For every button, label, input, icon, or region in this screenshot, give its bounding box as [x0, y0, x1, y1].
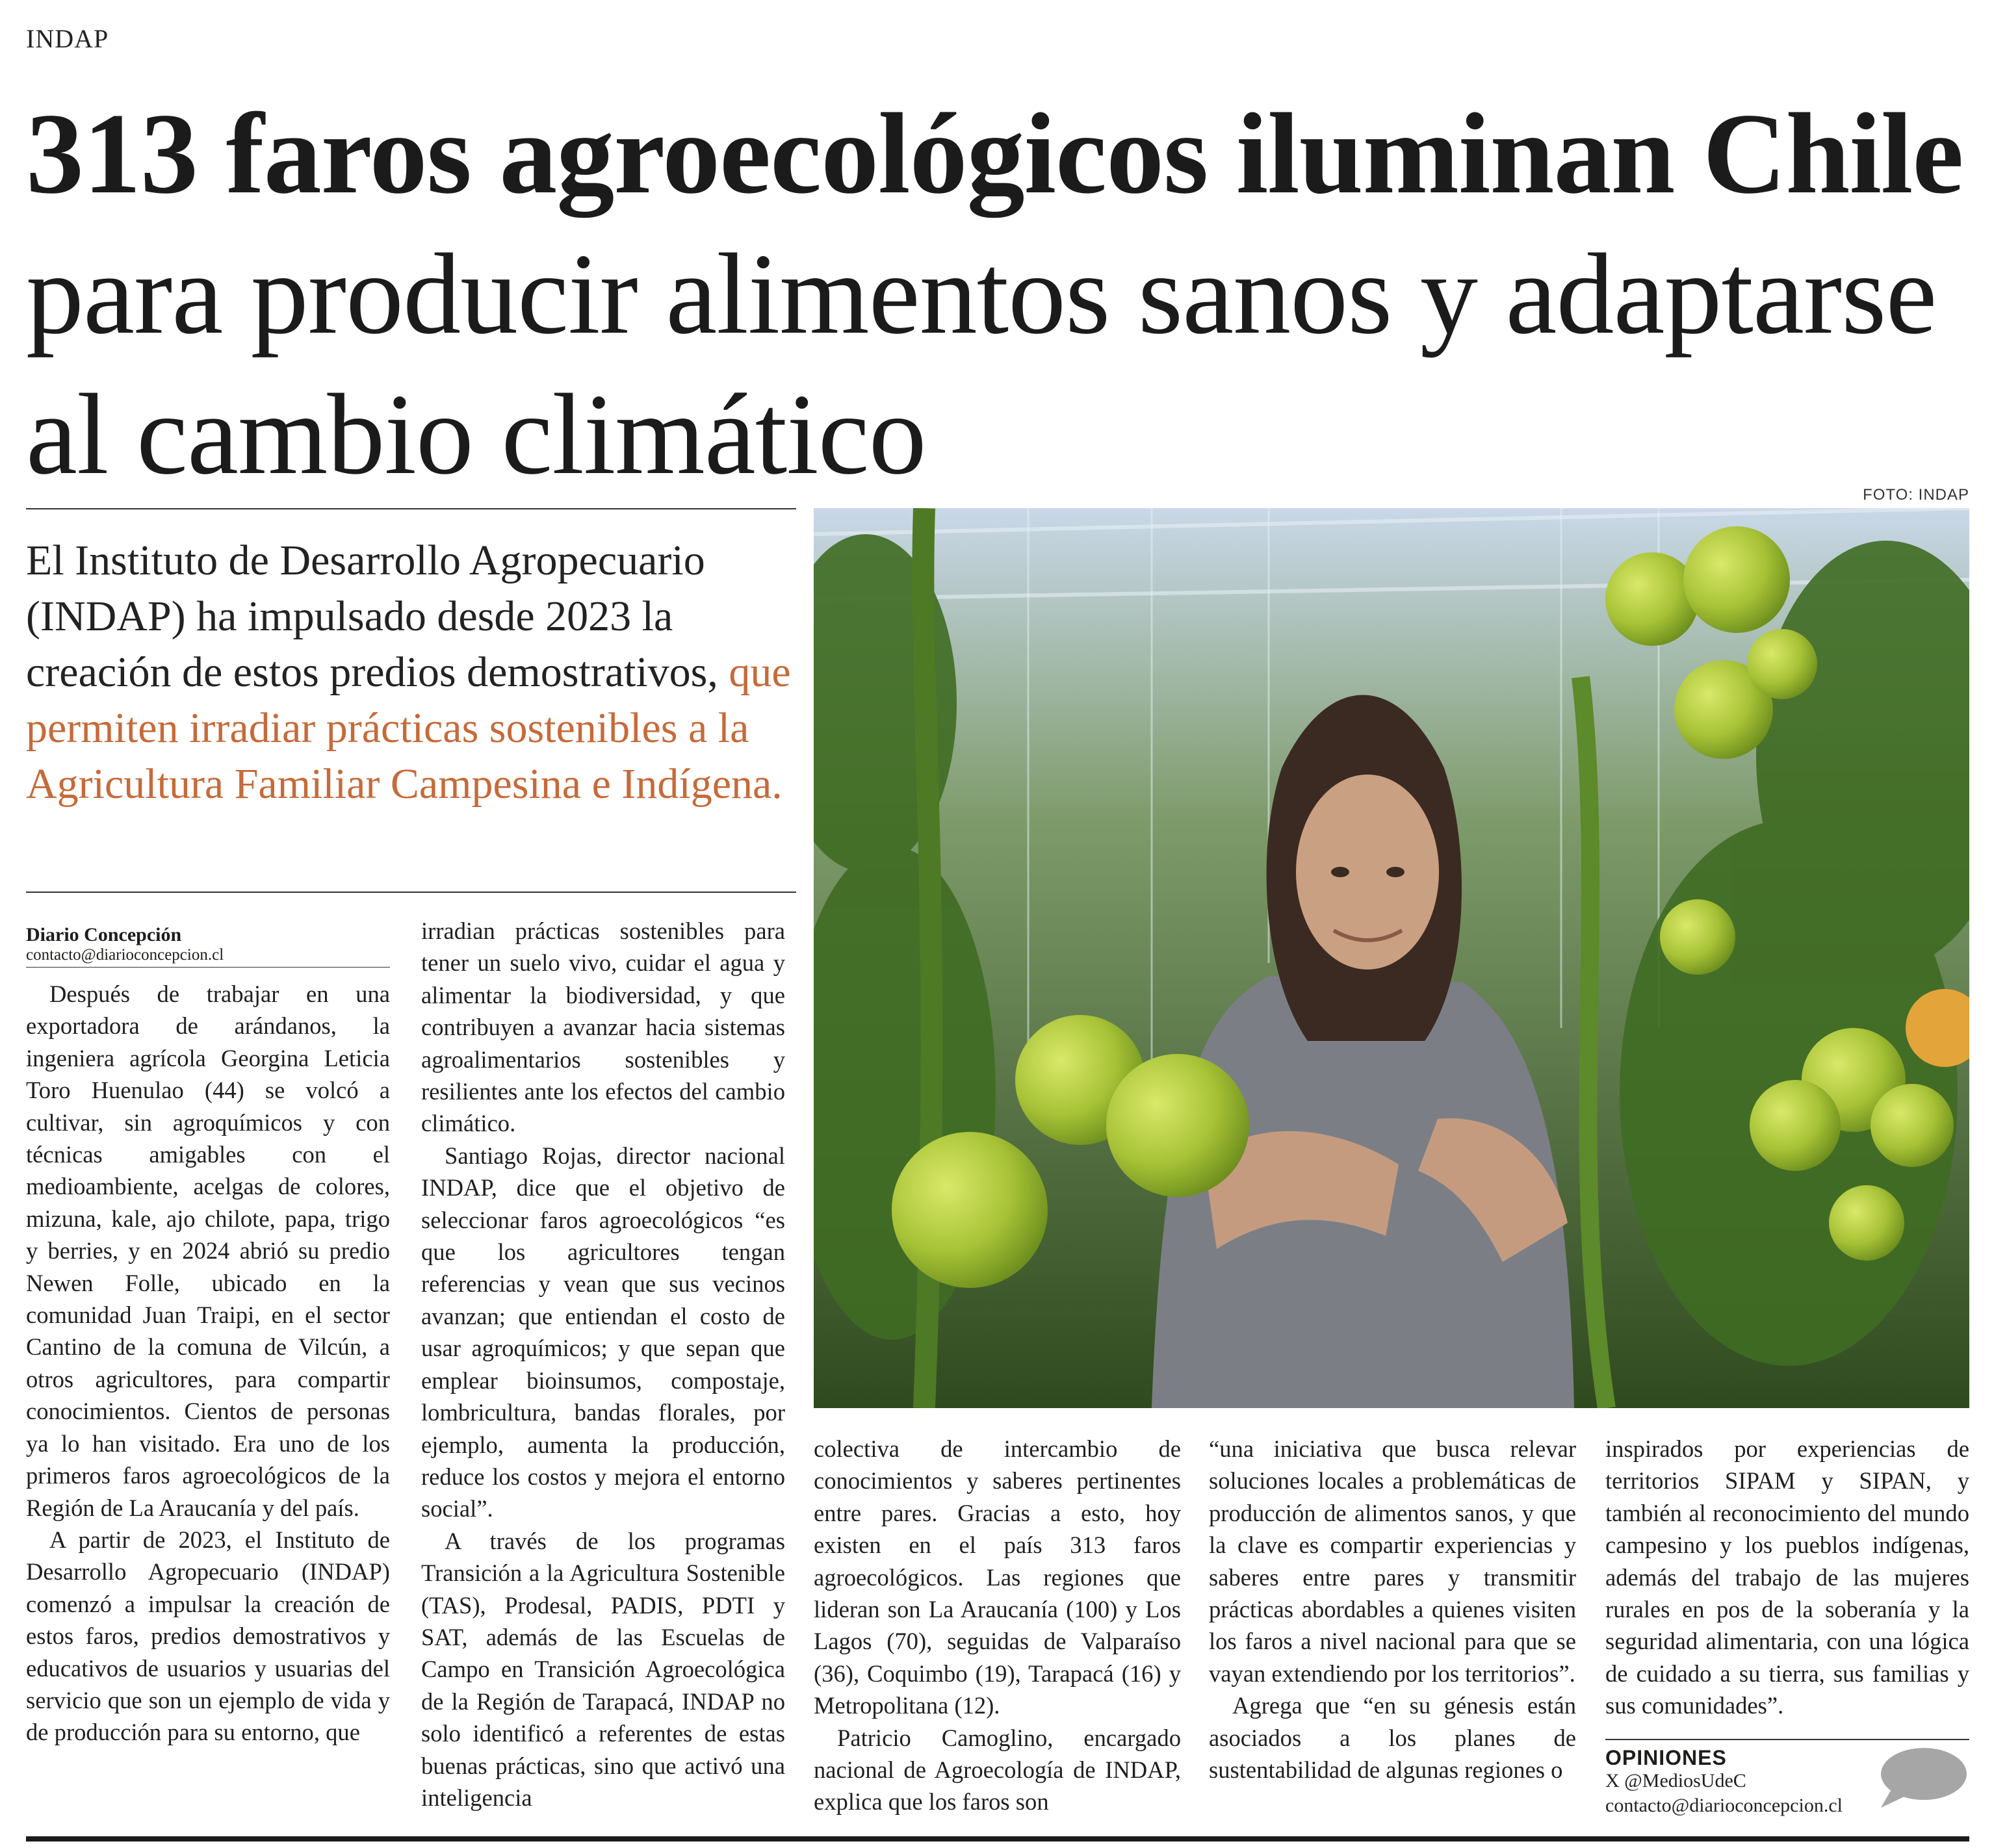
headline	[26, 83, 1969, 504]
headline-bold: 313 faros agroecológicos iluminan Chile	[26, 89, 1963, 218]
byline-rule	[26, 967, 390, 968]
lead-plain: El Instituto de Desarrollo Agropecuario (INDAP) ha impulsado desde 2023 la creación de estos predios demostrativos,	[26, 537, 729, 696]
lead-paragraph	[26, 533, 796, 812]
headline-regular: para producir alimentos sanos y adaptarse al cambio climático	[26, 229, 1937, 498]
body-column-5	[1605, 1433, 1969, 1722]
body-column-2	[421, 915, 785, 1814]
body-paragraph: Patricio Camoglino, encargado nacional de Agroecología de INDAP, explica que los faros son	[814, 1724, 1181, 1816]
photo-credit: FOTO: INDAP	[1863, 486, 1969, 504]
page-bottom-rule	[26, 1836, 1969, 1842]
body-paragraph: Después de trabajar en una exportadora de arándanos, la ingeniera agrícola Georgina Leticia Toro Huenulao (44) se volcó a cultivar, sin agroquímicos y con técnicas amigables con el medioambiente, acelgas de colores, mizuna, kale, ajo chilote, papa, trigo y berries, y en 2024 abrió su predio Newen Folle, ubicado en la comunidad Juan Traipi, en el sector Cantino de la comuna de Vilcún, a otros agricultores, para compartir conocimientos. Cientos de personas ya lo han visitado. Era uno de los primeros faros agroecológicos de la Región de La Araucanía y del país.	[26, 981, 390, 1521]
body-column-1	[26, 978, 390, 1749]
opiniones-handle: X @MediosUdeC	[1605, 1770, 1746, 1791]
lead-bottom-rule	[26, 892, 796, 893]
article-photo	[814, 508, 1969, 1408]
body-paragraph: colectiva de intercambio de conocimientos y saberes pertinentes entre pares. Gracias a esto, hoy existen en el país 313 faros agroecológicos. Las regiones que lideran son La Araucanía (100) y Los Lagos (70), seguidas de Valparaíso (36), Coquimbo (19), Tarapacá (16) y Metropolitana (12).	[814, 1435, 1181, 1719]
lead-top-rule	[26, 508, 796, 509]
opiniones-rule	[1605, 1739, 1969, 1740]
byline	[26, 924, 390, 964]
body-paragraph: irradian prácticas sostenibles para tener un suelo vivo, cuidar el agua y alimentar la biodiversidad, y que contribuyen a avanzar hacia sistemas agroalimentarios sostenibles y resilientes ante los efectos del cambio climático.	[421, 918, 785, 1137]
body-column-4	[1209, 1433, 1576, 1786]
body-column-3	[814, 1433, 1181, 1818]
body-paragraph: inspirados por experiencias de territorios SIPAM y SIPAN, y también al reconocimiento del mundo campesino y los pueblos indígenas, además del trabajo de las mujeres rurales en pos de la soberanía y la seguridad alimentaria, con una lógica de cuidado a su tierra, sus familias y sus comunidades”.	[1605, 1435, 1969, 1719]
opiniones-email: contacto@diarioconcepcion.cl	[1605, 1795, 1843, 1816]
speech-bubble-icon	[1877, 1747, 1968, 1812]
body-paragraph: Agrega que “en su génesis están asociados a los planes de sustentabilidad de algunas regiones o	[1209, 1692, 1576, 1784]
section-label: INDAP	[26, 24, 109, 53]
body-paragraph: Santiago Rojas, director nacional INDAP, dice que el objetivo de seleccionar faros agroecológicos “es que los agricultores tengan referencias y vean que sus vecinos avanzan; que entiendan el costo de usar agroquímicos; y que sepan que emplear bioinsumos, compostaje, lombricultura, bandas florales, por ejemplo, aumenta la producción, reduce los costos y mejora el entorno social”.	[421, 1142, 785, 1522]
body-paragraph: A través de los programas Transición a la Agricultura Sostenible (TAS), Prodesal, PADIS, PDTI y SAT, además de las Escuelas de Campo en Transición Agroecológica de la Región de Tarapacá, INDAP no solo identificó a referentes de estas buenas prácticas, sino que activó una inteligencia	[421, 1527, 785, 1811]
opiniones-title: OPINIONES	[1605, 1746, 1727, 1769]
body-paragraph: “una iniciativa que busca relevar soluciones locales a problemáticas de producción de alimentos sanos, y que la clave es compartir experiencias y saberes entre pares y transmitir prácticas abordables a quienes visiten los faros a nivel nacional para que se vayan extendiendo por los territorios”.	[1209, 1435, 1576, 1687]
lead-highlight: que permiten irradiar prácticas sostenibles a la Agricultura Familiar Campesina e Indígena.	[26, 648, 791, 808]
body-paragraph: A partir de 2023, el Instituto de Desarrollo Agropecuario (INDAP) comenzó a impulsar la creación de estos faros, predios demostrativos y educativos de usuarios y usuarias del servicio que son un ejemplo de vida y de producción para su entorno, que	[26, 1526, 390, 1746]
byline-email: contacto@diarioconcepcion.cl	[26, 946, 224, 964]
byline-name: Diario Concepción	[26, 924, 182, 945]
